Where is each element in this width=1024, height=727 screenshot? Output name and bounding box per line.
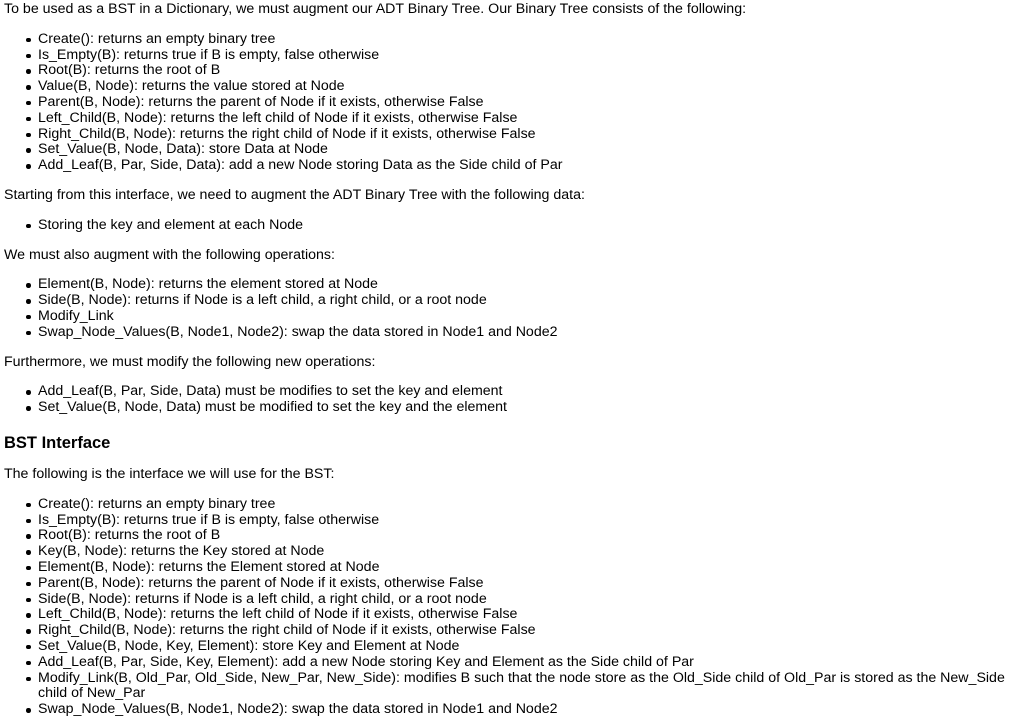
bst-ops-list (4, 497, 1020, 718)
bst-interface-heading: BST Interface (4, 433, 111, 452)
list-item: Modify_Link(B, Old_Par, Old_Side, New_Par, New_Side): modifies B such that the node store as the Old_Side child of Old_Par is stored as the New_Side child of New_Par (38, 671, 1020, 703)
list-item: Add_Leaf(B, Par, Side, Data): add a new Node storing Data as the Side child of Par (38, 158, 1020, 174)
augment-ops-intro: We must also augment with the following operations: (4, 246, 335, 263)
list-item: Add_Leaf(B, Par, Side, Key, Element): add a new Node storing Key and Element as the Side child of Par (38, 655, 1020, 671)
list-item: Root(B): returns the root of B (38, 63, 1020, 79)
list-item: Side(B, Node): returns if Node is a left child, a right child, or a root node (38, 592, 1020, 608)
list-item: Is_Empty(B): returns true if B is empty, false otherwise (38, 48, 1020, 64)
list-item: Left_Child(B, Node): returns the left child of Node if it exists, otherwise False (38, 607, 1020, 623)
list-item: Key(B, Node): returns the Key stored at Node (38, 544, 1020, 560)
list-item: Storing the key and element at each Node (38, 218, 1020, 234)
list-item: Side(B, Node): returns if Node is a left child, a right child, or a root node (38, 293, 1020, 309)
augment-ops-list (4, 277, 1020, 340)
list-item: Right_Child(B, Node): returns the right child of Node if it exists, otherwise False (38, 127, 1020, 143)
list-item: Is_Empty(B): returns true if B is empty, false otherwise (38, 513, 1020, 529)
list-item: Add_Leaf(B, Par, Side, Data) must be modifies to set the key and element (38, 384, 1020, 400)
list-item: Swap_Node_Values(B, Node1, Node2): swap the data stored in Node1 and Node2 (38, 702, 1020, 718)
list-item: Root(B): returns the root of B (38, 528, 1020, 544)
bst-intro: The following is the interface we will use for the BST: (4, 465, 335, 482)
list-item: Set_Value(B, Node, Key, Element): store Key and Element at Node (38, 639, 1020, 655)
list-item: Create(): returns an empty binary tree (38, 32, 1020, 48)
list-item: Right_Child(B, Node): returns the right child of Node if it exists, otherwise False (38, 623, 1020, 639)
list-item: Modify_Link (38, 309, 1020, 325)
modify-ops-intro: Furthermore, we must modify the following new operations: (4, 353, 376, 370)
augment-data-list (4, 218, 1020, 234)
list-item: Element(B, Node): returns the Element stored at Node (38, 560, 1020, 576)
binary-tree-ops-list (4, 32, 1020, 174)
list-item: Set_Value(B, Node, Data) must be modified to set the key and the element (38, 400, 1020, 416)
list-item: Parent(B, Node): returns the parent of Node if it exists, otherwise False (38, 95, 1020, 111)
augment-data-intro: Starting from this interface, we need to augment the ADT Binary Tree with the following data: (4, 186, 585, 203)
list-item: Swap_Node_Values(B, Node1, Node2): swap the data stored in Node1 and Node2 (38, 325, 1020, 341)
list-item: Parent(B, Node): returns the parent of Node if it exists, otherwise False (38, 576, 1020, 592)
list-item: Set_Value(B, Node, Data): store Data at Node (38, 142, 1020, 158)
list-item: Value(B, Node): returns the value stored at Node (38, 79, 1020, 95)
list-item: Left_Child(B, Node): returns the left child of Node if it exists, otherwise False (38, 111, 1020, 127)
list-item: Create(): returns an empty binary tree (38, 497, 1020, 513)
list-item: Element(B, Node): returns the element stored at Node (38, 277, 1020, 293)
modify-ops-list (4, 384, 1020, 416)
intro-paragraph: To be used as a BST in a Dictionary, we must augment our ADT Binary Tree. Our Binary Tree consists of the following: (4, 1, 747, 17)
